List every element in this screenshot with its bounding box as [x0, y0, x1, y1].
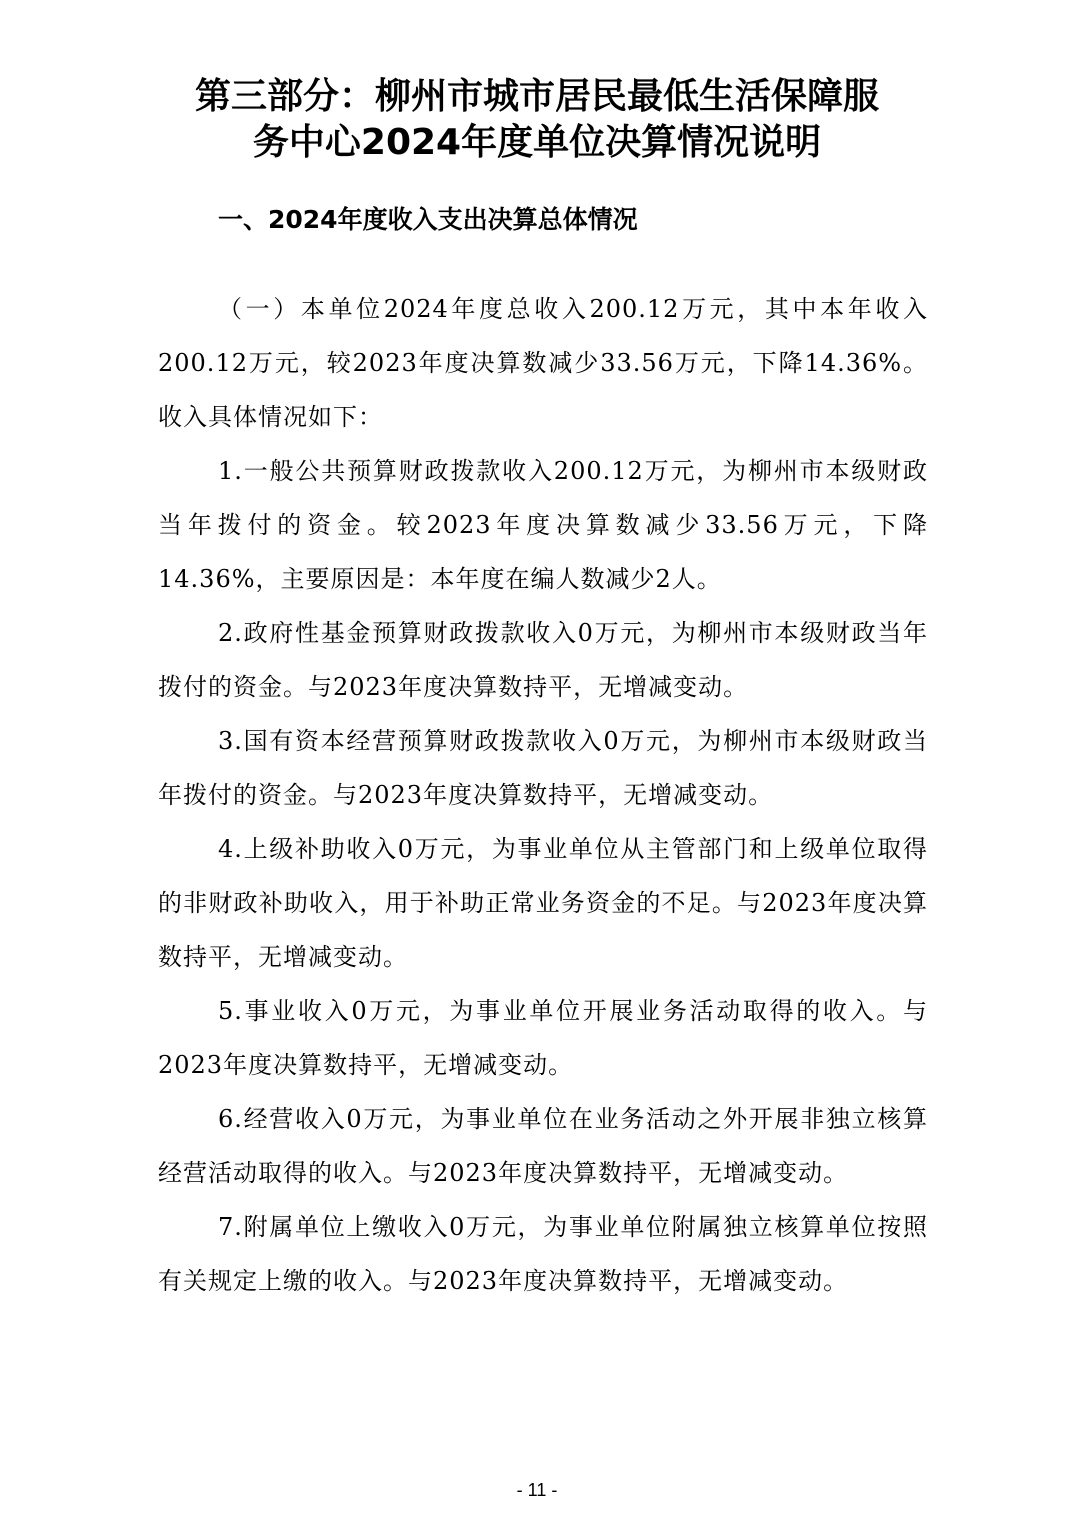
paragraph-general-budget: 1.一般公共预算财政拨款收入200.12万元，为柳州市本级财政当年拨付的资金。较2023年度决算数减少33.56万元，下降14.36%，主要原因是：本年度在编人数减少2人。: [158, 457, 928, 593]
page-title-line-1: 第三部分：柳州市城市居民最低生活保障服: [194, 76, 879, 117]
paragraph-total-income: （一）本单位2024年度总收入200.12万元，其中本年收入200.12万元，较2023年度决算数减少33.56万元，下降14.36%。收入具体情况如下：: [158, 295, 928, 431]
section-heading: 一、2024年度收入支出决算总体情况: [218, 205, 638, 234]
paragraph-operating-income: 6.经营收入0万元，为事业单位在业务活动之外开展非独立核算经营活动取得的收入。与2023年度决算数持平，无增减变动。: [158, 1105, 928, 1187]
page-title: [120, 74, 954, 166]
paragraph-affiliated-units: 7.附属单位上缴收入0万元，为事业单位附属独立核算单位按照有关规定上缴的收入。与2023年度决算数持平，无增减变动。: [158, 1213, 928, 1295]
page-number: - 11 -: [516, 1480, 558, 1500]
paragraph-business-income: 5.事业收入0万元，为事业单位开展业务活动取得的收入。与2023年度决算数持平，无增减变动。: [158, 997, 928, 1079]
page-title-line-2: 务中心2024年度单位决算情况说明: [252, 122, 822, 163]
paragraph-superior-subsidy: 4.上级补助收入0万元，为事业单位从主管部门和上级单位取得的非财政补助收入，用于补助正常业务资金的不足。与2023年度决算数持平，无增减变动。: [158, 835, 928, 971]
paragraph-state-capital: 3.国有资本经营预算财政拨款收入0万元，为柳州市本级财政当年拨付的资金。与2023年度决算数持平，无增减变动。: [158, 727, 928, 809]
paragraph-government-fund: 2.政府性基金预算财政拨款收入0万元，为柳州市本级财政当年拨付的资金。与2023年度决算数持平，无增减变动。: [158, 619, 928, 701]
body-text: [158, 282, 928, 1308]
